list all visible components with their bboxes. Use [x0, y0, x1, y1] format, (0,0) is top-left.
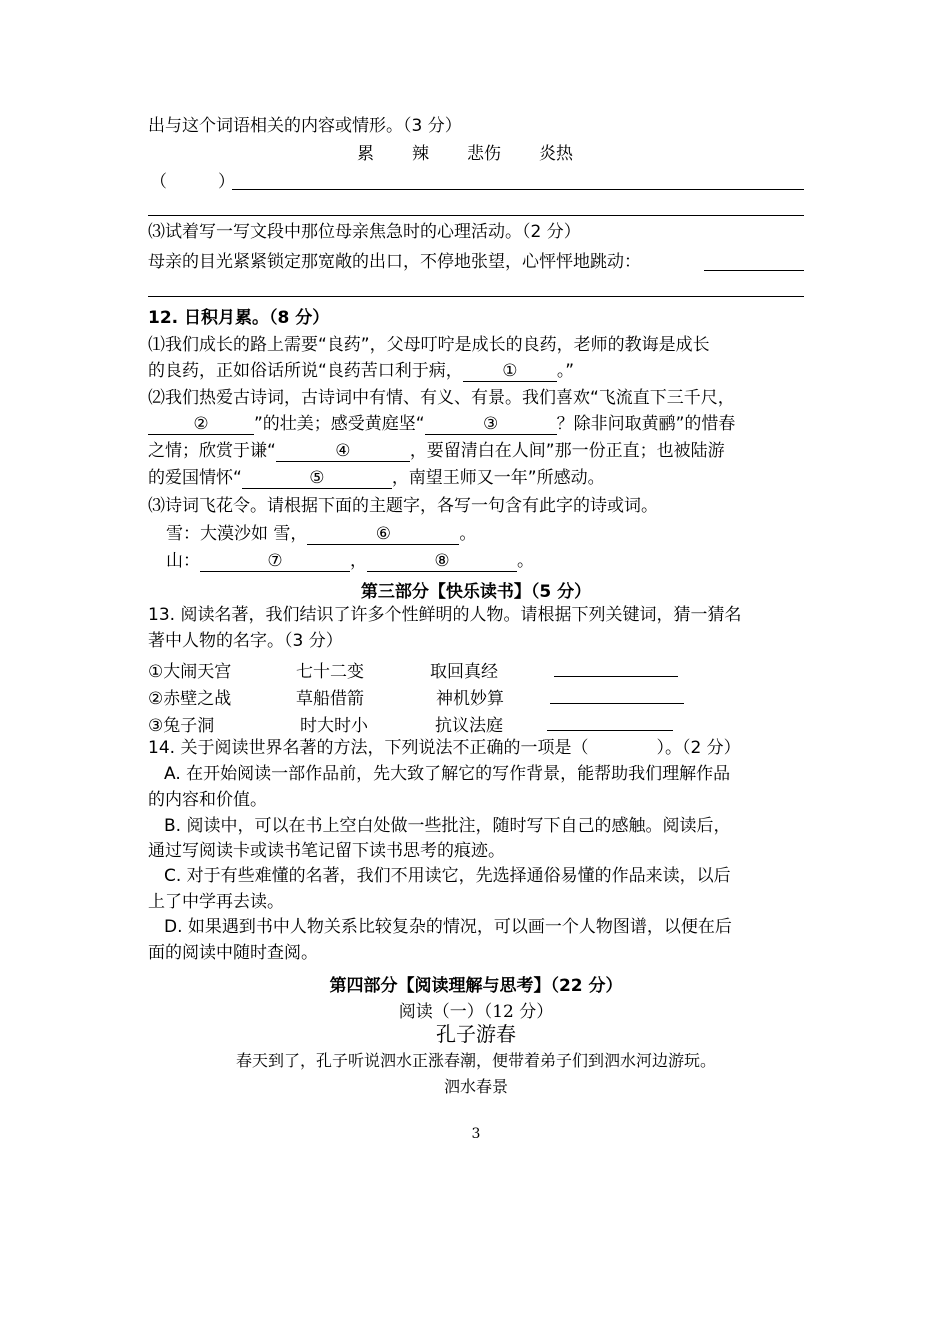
q11-sub3-prompt: ⑶试着写一写文段中那位母亲焦急时的心理活动。（2 分） — [148, 222, 581, 242]
row1-k2: 七十二变 — [296, 662, 364, 682]
mountain-prompt: 山： — [166, 551, 200, 571]
snow-prompt: 雪：大漠沙如 雪， — [166, 524, 308, 544]
q13-answer-1[interactable] — [554, 656, 678, 677]
q11-sub3-stem: 母亲的目光紧紧锁定那宽敞的出口，不停地张望，心怦怦地跳动： — [148, 252, 641, 272]
blank-6[interactable]: ⑥ — [307, 524, 459, 545]
row3-k1: ③兔子洞 — [148, 716, 215, 736]
word-3: 悲伤 — [467, 144, 501, 164]
q12-p2-line-d — [148, 466, 605, 490]
word-4: 炎热 — [539, 144, 573, 164]
q12-p2-post: ？除非问取黄鹂”的惜春 — [556, 414, 736, 434]
q12-snow-line — [166, 522, 476, 546]
mountain-comma: ， — [350, 551, 367, 571]
q12-p2-line-c — [148, 439, 725, 463]
q14-option-b-line2: 通过写阅读卡或读书笔记留下读书思考的痕迹。 — [148, 841, 505, 861]
q12-p1-line-b — [148, 359, 574, 383]
q12-p1-line-a: ⑴我们成长的路上需要“良药”，父母叮咛是成长的良药，老师的教诲是成长 — [148, 335, 710, 355]
blank-4[interactable]: ④ — [276, 441, 410, 462]
row3-k3: 抗议法庭 — [435, 716, 503, 736]
reading-1-heading: 阅读（一）（12 分） — [398, 1002, 554, 1022]
q12-p2d-post: ，南望王师又一年”所感动。 — [391, 468, 605, 488]
q14-option-a-line1[interactable]: A. 在开始阅读一部作品前，先大致了解它的写作背景，能帮助我们理解作品 — [164, 764, 731, 784]
q12-p1-post: 。” — [556, 361, 575, 381]
mountain-end: 。 — [517, 551, 534, 571]
q13-row-2 — [148, 683, 684, 711]
story-subtitle: 泗水春景 — [443, 1077, 508, 1096]
blank-7[interactable]: ⑦ — [200, 551, 350, 572]
row2-k1: ②赤壁之战 — [148, 689, 232, 709]
q14-option-c-line1[interactable]: C. 对于有些难懂的名著，我们不用读它，先选择通俗易懂的作品来读，以后 — [164, 866, 731, 886]
q13-answer-2[interactable] — [550, 683, 684, 704]
part4-title: 第四部分【阅读理解与思考】（22 分） — [329, 976, 623, 996]
answer-line-3[interactable] — [704, 270, 804, 271]
q12-p2-line-a: ⑵我们热爱古诗词，古诗词中有情、有义、有景。我们喜欢“飞流直下三千尺， — [148, 388, 735, 408]
row1-k1: ①大闹天宫 — [148, 662, 232, 682]
story-paragraph-1: 春天到了，孔子听说泗水正涨春潮，便带着弟子们到泗水河边游玩。 — [235, 1051, 716, 1070]
q13-line-a: 13. 阅读名著，我们结识了许多个性鲜明的人物。请根据下列关键词，猜一猜名 — [148, 605, 742, 625]
row1-k3: 取回真经 — [430, 662, 498, 682]
q14-option-a-line2: 的内容和价值。 — [148, 790, 267, 810]
q12-p1-pre: 的良药，正如俗话所说“良药苦口利于病， — [148, 361, 463, 381]
q13-line-b: 著中人物的名字。（3 分） — [148, 631, 343, 651]
q14-option-b-line1[interactable]: B. 阅读中，可以在书上空白处做一些批注，随时写下自己的感触。阅读后， — [164, 816, 731, 836]
q14-stem: 14. 关于阅读世界名著的方法，下列说法不正确的一项是（ ）。（2 分） — [148, 738, 741, 758]
q14-option-c-line2: 上了中学再去读。 — [148, 892, 284, 912]
q12-title: 12. 日积月累。（8 分） — [148, 308, 330, 328]
q12-p2c-post: ，要留清白在人间”那一份正直；也被陆游 — [409, 441, 725, 461]
q14-option-d-line1[interactable]: D. 如果遇到书中人物关系比较复杂的情况，可以画一个人物图谱，以便在后 — [164, 917, 732, 937]
story-title: 孔子游春 — [436, 1022, 516, 1046]
q13-row-1 — [148, 656, 678, 684]
part3-title: 第三部分【快乐读书】（5 分） — [360, 582, 592, 602]
q13-row-3 — [148, 710, 673, 738]
q13-answer-3[interactable] — [547, 710, 673, 731]
q12-p2-line-b — [148, 412, 735, 436]
q11-intro-line: 出与这个词语相关的内容或情形。（3 分） — [148, 116, 462, 136]
word-list — [357, 142, 573, 166]
q12-mountain-line — [166, 549, 534, 573]
row2-k2: 草船借箭 — [296, 689, 364, 709]
q12-p2d-pre: 的爱国情怀“ — [148, 468, 242, 488]
answer-line-2[interactable] — [148, 215, 804, 216]
word-2: 辣 — [412, 144, 429, 164]
q14-option-d-line2: 面的阅读中随时查阅。 — [148, 943, 318, 963]
q12-p2-mid: ”的壮美；感受黄庭坚“ — [254, 414, 425, 434]
answer-line-1[interactable] — [232, 189, 804, 190]
blank-1[interactable]: ① — [463, 361, 557, 382]
word-1: 累 — [357, 144, 374, 164]
answer-line-4[interactable] — [148, 296, 804, 297]
blank-5[interactable]: ⑤ — [242, 468, 392, 489]
blank-8[interactable]: ⑧ — [367, 551, 517, 572]
blank-3[interactable]: ③ — [425, 414, 557, 435]
blank-2[interactable]: ② — [148, 414, 254, 435]
q12-p2c-pre: 之情；欣赏于谦“ — [148, 441, 276, 461]
word-choice-paren[interactable]: （ ） — [150, 172, 235, 192]
row3-k2: 时大时小 — [300, 716, 368, 736]
page-number: 3 — [471, 1126, 481, 1142]
q12-p3: ⑶诗词飞花令。请根据下面的主题字，各写一句含有此字的诗或词。 — [148, 496, 658, 516]
row2-k3: 神机妙算 — [436, 689, 504, 709]
snow-end: 。 — [459, 524, 477, 544]
